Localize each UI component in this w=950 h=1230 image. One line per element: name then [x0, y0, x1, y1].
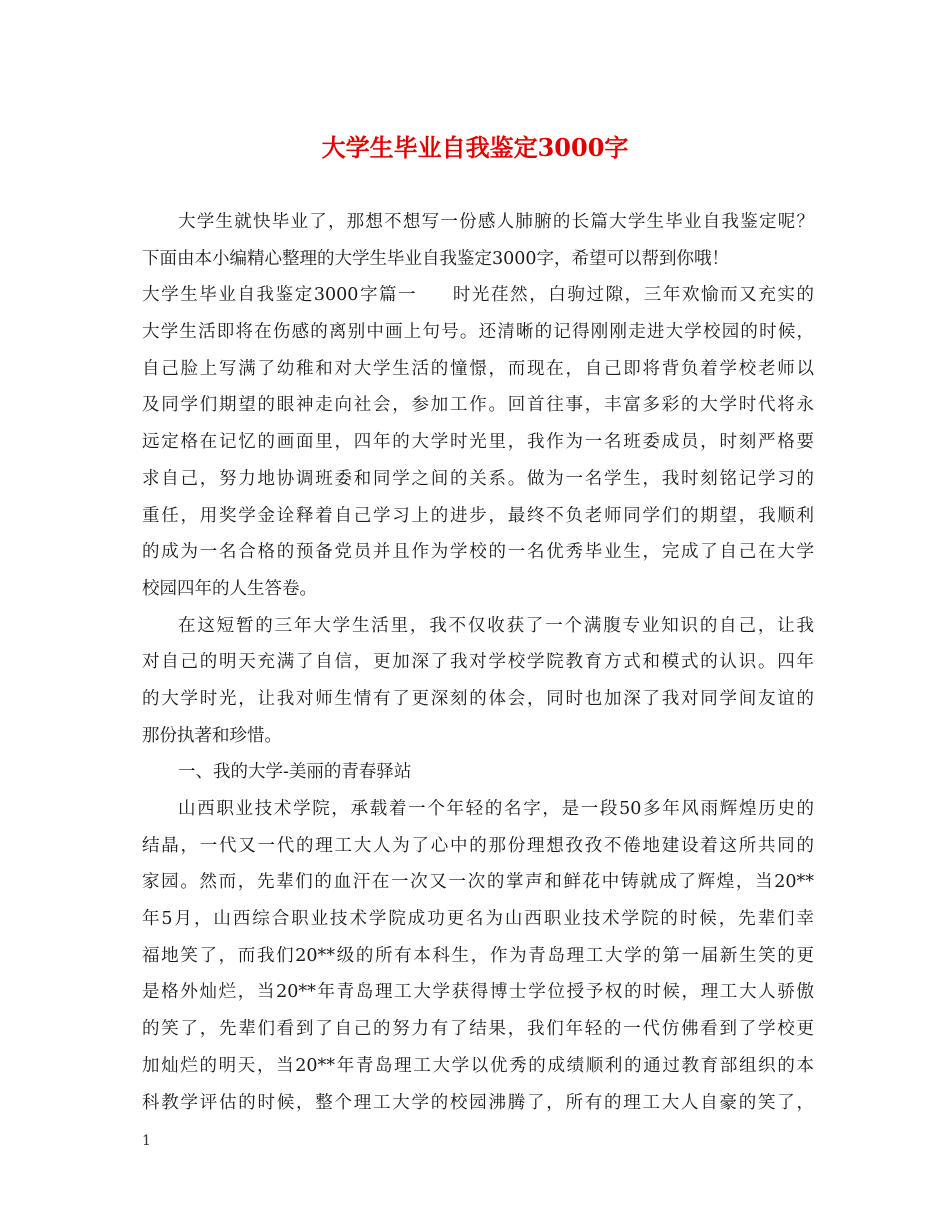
body-line-composite: [142, 277, 814, 314]
body-line: 自己脸上写满了幼稚和对大学生活的憧憬，而现在，自己即将背负着学校老师以: [142, 358, 814, 379]
body-line: 大学生活即将在伤感的离别中画上句号。还清晰的记得刚刚走进大学校园的时候，: [142, 322, 814, 343]
body-line: 家园。然而，先辈们的血汗在一次又一次的掌声和鲜花中铸就成了辉煌，当20**: [142, 872, 814, 893]
body-line-tail: 时光荏然，白驹过隙，三年欢愉而又充实的: [451, 285, 815, 306]
section-heading: 一、我的大学-美丽的青春驿站: [178, 762, 412, 783]
body-line: 山西职业技术学院，承载着一个年轻的名字，是一段50多年风雨辉煌历史的: [178, 799, 814, 819]
section-heading: 大学生毕业自我鉴定3000字篇一: [142, 285, 418, 306]
document-body: [142, 204, 814, 1121]
body-line: 大学生就快毕业了，那想不想写一份感人肺腑的长篇大学生毕业自我鉴定呢？: [178, 212, 814, 232]
body-line: 重任，用奖学金诠释着自己学习上的进步，最终不负老师同学们的期望，我顺利: [142, 505, 814, 526]
body-line: 福地笑了，而我们20**级的所有本科生，作为青岛理工大学的第一届新生笑的更: [142, 945, 814, 966]
body-line: 的成为一名合格的预备党员并且作为学校的一名优秀毕业生，完成了自己在大学: [142, 542, 814, 563]
document-title: 大学生毕业自我鉴定3000字: [321, 133, 629, 162]
page-number: 1: [142, 1133, 151, 1149]
body-line: 的笑了，先辈们看到了自己的努力有了结果，我们年轻的一代仿佛看到了学校更: [142, 1019, 814, 1040]
body-line: 的大学时光，让我对师生情有了更深刻的体会，同时也加深了我对同学间友谊的: [142, 688, 814, 709]
body-line: 求自己，努力地协调班委和同学之间的关系。做为一名学生，我时刻铭记学习的: [142, 468, 814, 489]
body-line: 及同学们期望的眼神走向社会，参加工作。回首往事，丰富多彩的大学时代将永: [142, 395, 814, 416]
body-line: 对自己的明天充满了自信，更加深了我对学校学院教育方式和模式的认识。四年: [142, 652, 814, 673]
body-line: 下面由本小编精心整理的大学生毕业自我鉴定3000字，希望可以帮到你哦！: [142, 248, 730, 269]
body-line: 年5月，山西综合职业技术学院成功更名为山西职业技术学院的时候，先辈们幸: [142, 909, 814, 930]
body-line: 远定格在记忆的画面里，四年的大学时光里，我作为一名班委成员，时刻严格要: [142, 432, 814, 453]
body-line: 校园四年的人生答卷。: [142, 578, 317, 599]
body-line: 那份执著和珍惜。: [142, 725, 282, 746]
body-line: 科教学评估的时候，整个理工大学的校园沸腾了，所有的理工大人自豪的笑了，: [142, 1092, 814, 1113]
body-line: 加灿烂的明天，当20**年青岛理工大学以优秀的成绩顺利的通过教育部组织的本: [142, 1055, 814, 1076]
body-line: 结晶，一代又一代的理工大人为了心中的那份理想孜孜不倦地建设着这所共同的: [142, 835, 814, 856]
body-line: 在这短暂的三年大学生活里，我不仅收获了一个满腹专业知识的自己，让我: [178, 615, 814, 636]
body-line: 是格外灿烂，当20**年青岛理工大学获得博士学位授予权的时候，理工大人骄傲: [142, 982, 814, 1003]
